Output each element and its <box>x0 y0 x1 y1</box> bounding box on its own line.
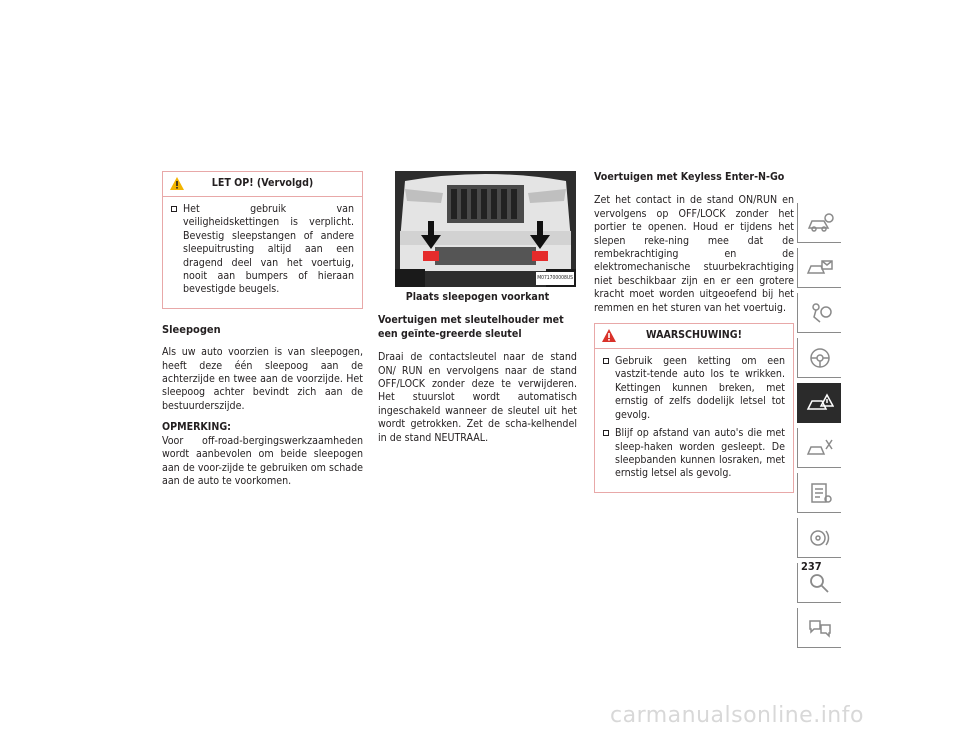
body-paragraph-keyless: Zet het contact in de stand ON/RUN en vervolgens op OFF/LOCK zonder het portier te openen. Houd er tijdens het slepen reke-ning mee dat de rembekrachtiging en de elektromechanische stuurbekrachtiging niet beschikbaar zijn en er een grotere kracht moet worden uitgeoefend bij het remmen en het sturen van het voertuig. <box>594 194 794 314</box>
tab-car-tools[interactable] <box>797 428 841 468</box>
media-icon <box>806 527 834 549</box>
tow-hooks-figure <box>395 171 576 287</box>
warning-box-title: WAARSCHUWING! <box>646 329 742 342</box>
subheading-keyless: Voertuigen met Keyless Enter-N-Go <box>594 171 785 183</box>
note-text: Voor off-road-bergingswerkzaamheden wordt aanbevolen om beide sleepogen aan de voor-zijde te gebruiken om schade aan de auto te voorkomen. <box>162 434 363 487</box>
tab-checklist[interactable] <box>797 473 841 513</box>
note-label: OPMERKING: <box>162 421 231 434</box>
note <box>162 421 363 488</box>
car-tools-icon <box>806 437 834 459</box>
language-icon <box>806 617 834 639</box>
tab-hazard-car[interactable] <box>797 383 841 423</box>
caution-box-title: LET OP! (Vervolgd) <box>211 177 314 190</box>
page-number: 237 <box>801 560 822 573</box>
warning-bullet: Blijf op afstand van auto's die met sleep-haken worden gesleept. De sleepbanden kunnen losraken, met ernstig letsel als gevolg. <box>603 427 785 481</box>
left-column <box>162 171 363 496</box>
tab-car-info[interactable] <box>797 203 841 243</box>
tab-language[interactable] <box>797 608 841 648</box>
warning-triangle-icon <box>601 328 617 343</box>
tab-media[interactable] <box>797 518 841 558</box>
jeep-front-illustration <box>395 171 576 287</box>
right-column <box>594 171 794 507</box>
car-info-icon <box>806 212 834 234</box>
caution-box-header <box>163 172 362 197</box>
bullet-square-icon <box>603 358 609 364</box>
caution-bullet: Het gebruik van veiligheidskettingen is verplicht. Bevestig sleepstangen of andere sleepuitrusting altijd aan een dragend deel van het voertuig, nooit aan bumpers of hieraan bevestigde beugels. <box>171 203 354 297</box>
airbag-person-icon <box>806 302 834 324</box>
tab-airbag-person[interactable] <box>797 293 841 333</box>
car-mail-icon <box>806 257 834 279</box>
watermark: carmanualsonline.info <box>610 703 864 728</box>
caution-box <box>162 171 363 309</box>
tab-steering-wheel[interactable] <box>797 338 841 378</box>
tab-car-mail[interactable] <box>797 248 841 288</box>
bullet-square-icon <box>171 206 177 212</box>
warning-box-header <box>595 324 793 349</box>
magnifier-icon <box>806 572 834 594</box>
section-title: Sleepogen <box>162 322 221 336</box>
middle-column <box>378 171 577 453</box>
subheading-key: Voertuigen met sleutelhouder met een geïnte-greerde sleutel <box>378 314 564 340</box>
warning-bullet: Gebruik geen ketting om een vastzit-tende auto los te wrikken. Kettingen kunnen breken, met ernstig of zelfs dodelijk letsel tot gevolg. <box>603 355 785 422</box>
caution-triangle-icon <box>169 176 185 191</box>
figure-id: M071700008US <box>536 272 574 285</box>
figure-caption: Plaats sleepogen voorkant <box>405 291 550 303</box>
bullet-square-icon <box>603 430 609 436</box>
body-paragraph: Als uw auto voorzien is van sleepogen, heeft deze één sleepoog aan de achterzijde en twee aan de voorzijde. Het sleepoog achter bevindt zich aan de bestuurderszijde. <box>162 346 363 412</box>
chapter-tabs <box>797 203 841 653</box>
body-paragraph-key: Draai de contactsleutel naar de stand ON/ RUN en vervolgens naar de stand OFF/LOCK zonder deze te verwijderen. Het stuurslot wordt automatisch ingeschakeld wanneer de sleutel uit het wordt getrokken. Zet de scha-kelhendel in de stand NEUTRAAL. <box>378 351 577 444</box>
warning-box <box>594 323 794 493</box>
hazard-car-icon <box>806 392 834 414</box>
steering-wheel-icon <box>806 347 834 369</box>
checklist-icon <box>806 482 834 504</box>
